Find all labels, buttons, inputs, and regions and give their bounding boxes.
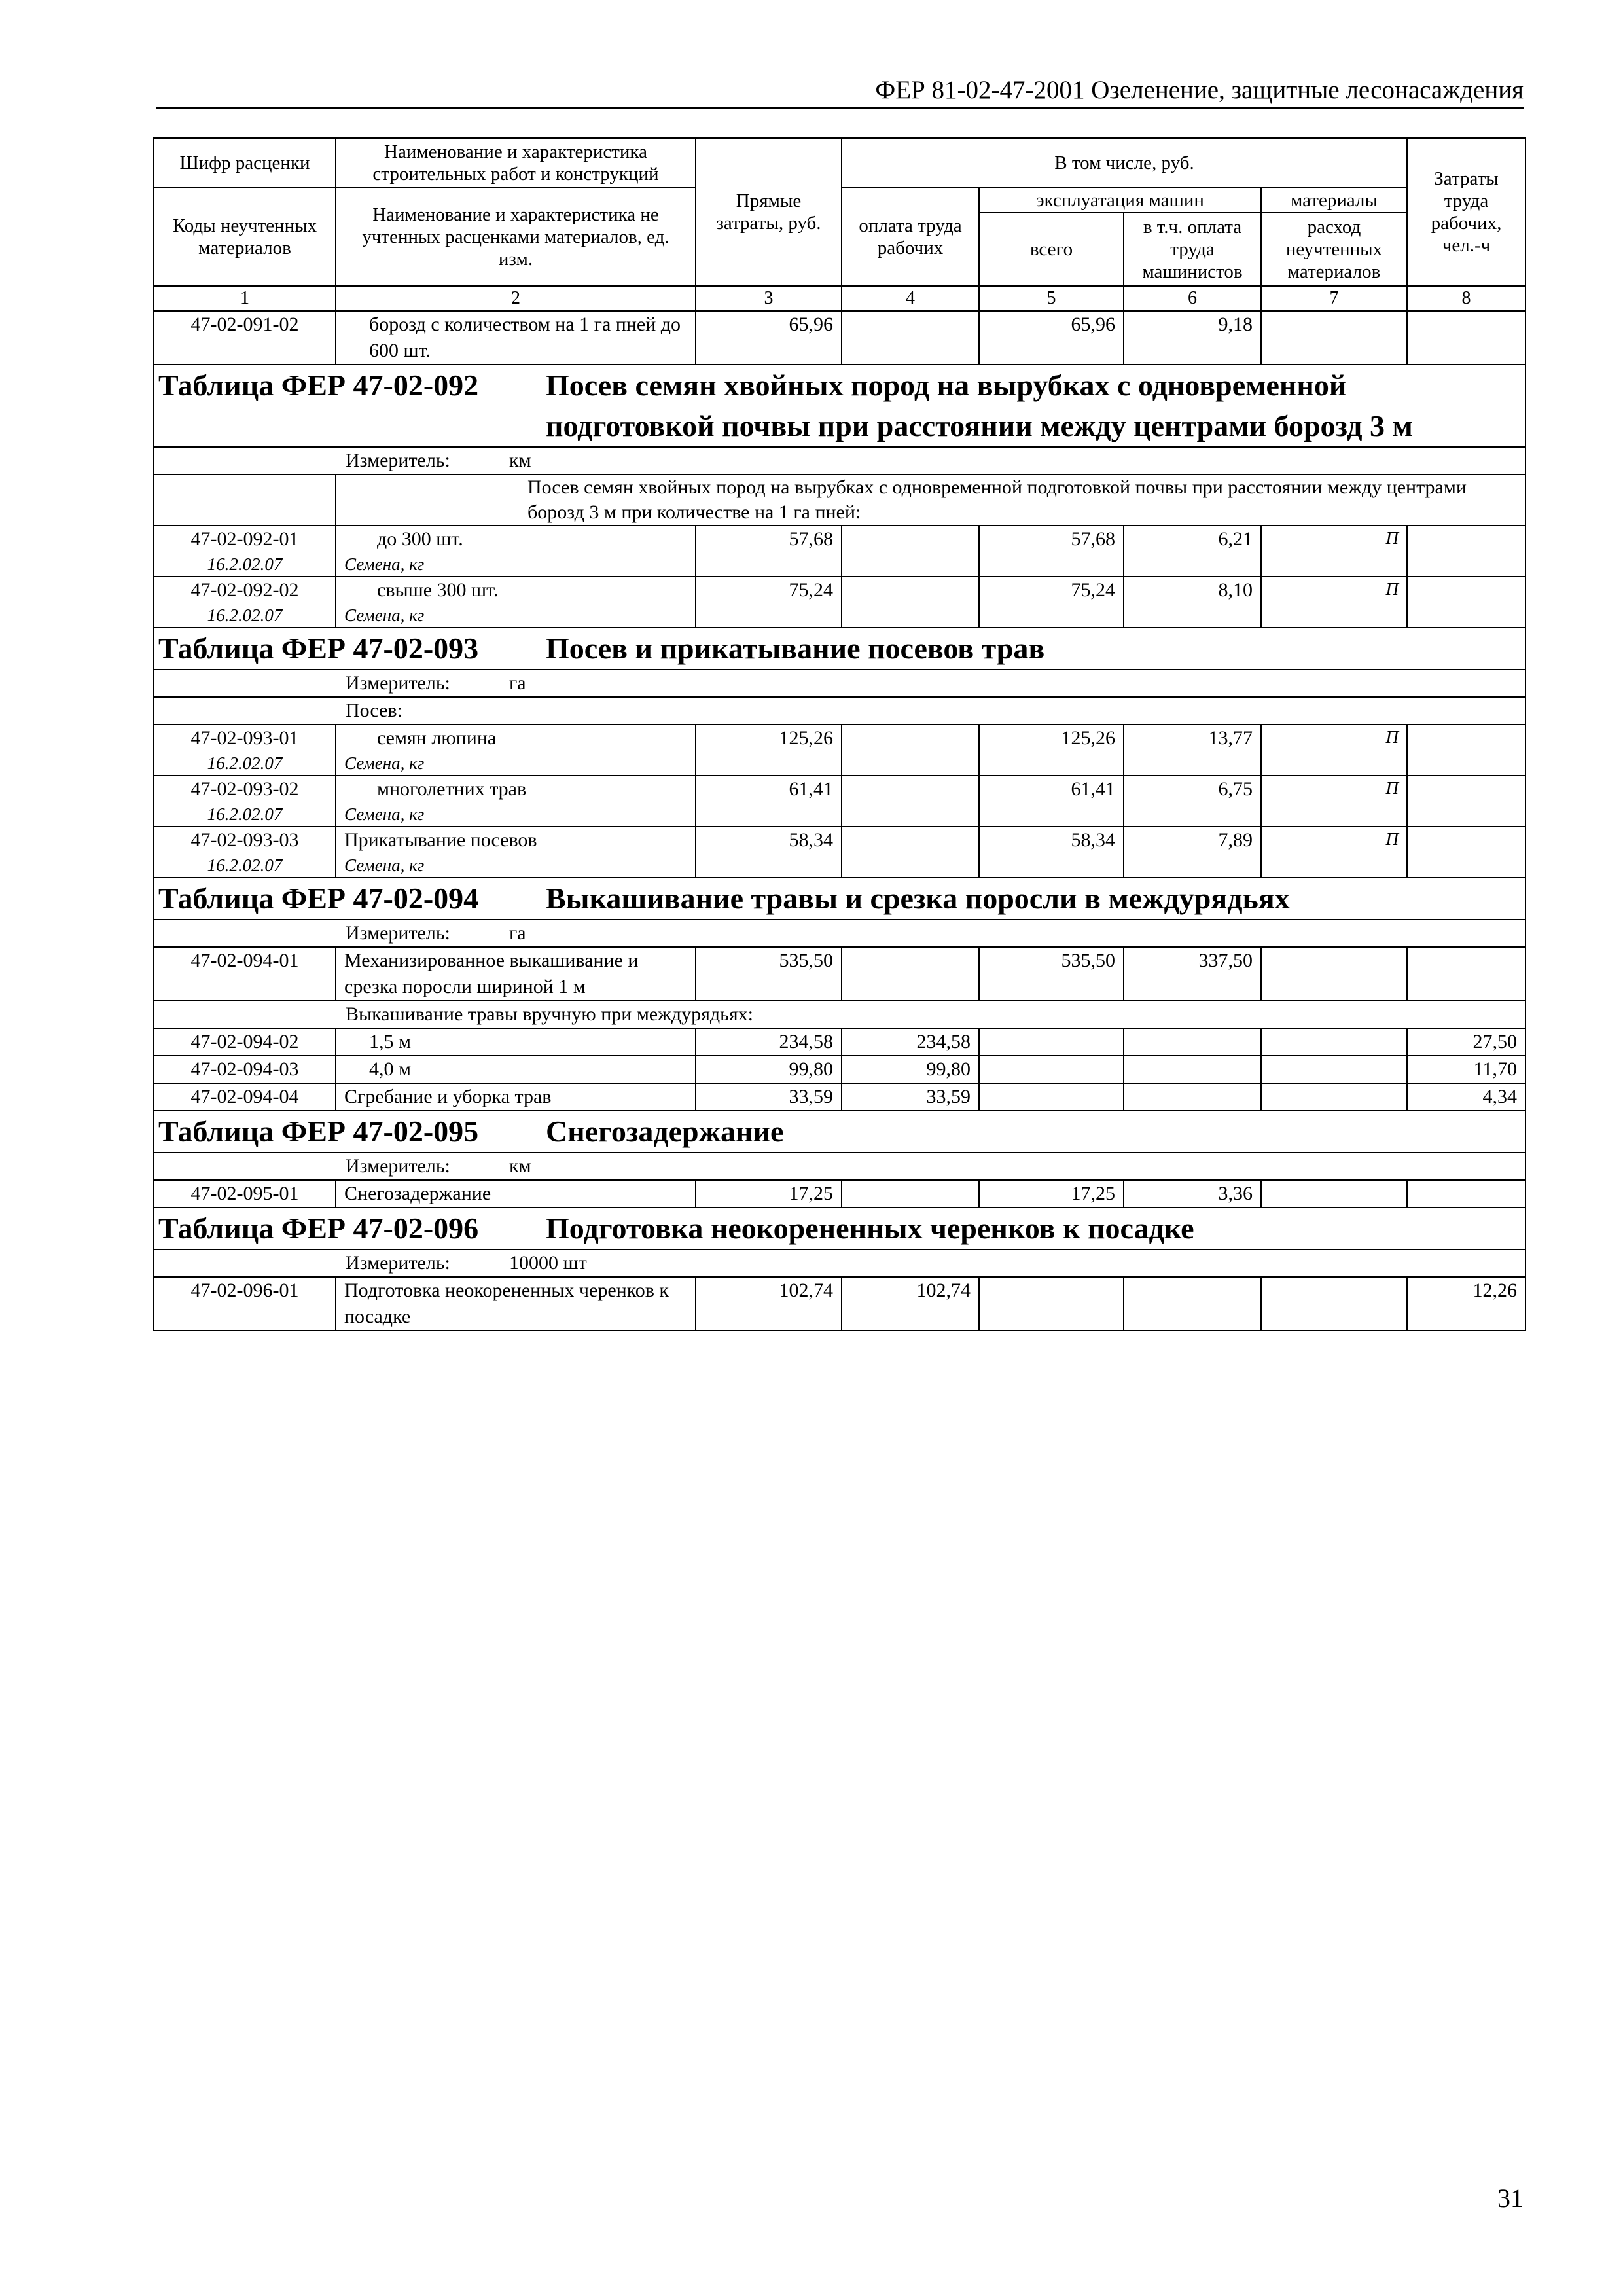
material-name: Семена, кг xyxy=(344,753,425,773)
table-row xyxy=(154,577,1525,628)
machinists-pay xyxy=(1124,1056,1261,1083)
labor-costs: 12,26 xyxy=(1407,1277,1525,1331)
table-number: Таблица ФЕР 47-02-095 xyxy=(158,1115,479,1148)
labor-costs xyxy=(1407,577,1525,628)
meter-unit: км xyxy=(509,450,531,471)
workers-pay xyxy=(842,947,979,1001)
meter-label: Измеритель: xyxy=(346,1155,450,1177)
rate-code: 47-02-094-03 xyxy=(154,1056,336,1083)
workers-pay xyxy=(842,827,979,878)
machinists-pay: 8,10 xyxy=(1124,577,1261,628)
work-name: 4,0 м xyxy=(336,1056,696,1083)
header-unaccounted-names: Наименование и характеристика не учтенных расценками материалов, ед. изм. xyxy=(336,188,696,286)
table-number: Таблица ФЕР 47-02-093 xyxy=(158,632,479,665)
machines-total: 535,50 xyxy=(979,947,1124,1001)
machines-total: 125,26 xyxy=(979,725,1124,776)
material-name: Семена, кг xyxy=(344,554,425,574)
column-number: 4 xyxy=(842,286,979,311)
work-name: Прикатывание посевов xyxy=(344,829,537,851)
direct-costs: 65,96 xyxy=(696,311,842,365)
meter-row xyxy=(154,670,1525,697)
labor-costs xyxy=(1407,311,1525,365)
machinists-pay: 6,21 xyxy=(1124,526,1261,577)
workers-pay: 99,80 xyxy=(842,1056,979,1083)
meter-unit: га xyxy=(509,672,526,694)
direct-costs: 17,25 xyxy=(696,1180,842,1208)
workers-pay xyxy=(842,776,979,827)
labor-costs xyxy=(1407,947,1525,1001)
machinists-pay: 6,75 xyxy=(1124,776,1261,827)
material-code: 16.2.02.07 xyxy=(207,605,283,625)
material-consumption xyxy=(1261,1277,1407,1331)
material-name: Семена, кг xyxy=(344,605,425,625)
material-name: Семена, кг xyxy=(344,804,425,824)
work-name: свыше 300 шт. xyxy=(377,579,499,601)
table-title-row xyxy=(154,1111,1525,1153)
table-title: Выкашивание травы и срезка поросли в междурядьях xyxy=(546,882,1290,915)
material-consumption xyxy=(1261,1083,1407,1111)
document-header: ФЕР 81-02-47-2001 Озеленение, защитные лесонасаждения xyxy=(156,73,1524,109)
labor-costs xyxy=(1407,827,1525,878)
rate-code: 47-02-093-02 xyxy=(190,778,299,800)
machinists-pay: 3,36 xyxy=(1124,1180,1261,1208)
meter-unit: га xyxy=(509,922,526,944)
work-name: до 300 шт. xyxy=(377,528,463,550)
rate-code: 47-02-093-01 xyxy=(190,727,299,749)
group-row xyxy=(154,697,1525,725)
table-title: Подготовка неокорененных черенков к посадке xyxy=(546,1211,1194,1245)
header-labor-costs: Затраты труда рабочих, чел.-ч xyxy=(1407,138,1525,286)
header-workers-pay: оплата труда рабочих xyxy=(842,188,979,286)
meter-label: Измеритель: xyxy=(346,1252,450,1274)
table-row xyxy=(154,1056,1525,1083)
meter-row xyxy=(154,447,1525,475)
table-row xyxy=(154,776,1525,827)
material-consumption xyxy=(1261,1056,1407,1083)
workers-pay: 102,74 xyxy=(842,1277,979,1331)
table-row xyxy=(154,1083,1525,1111)
direct-costs: 102,74 xyxy=(696,1277,842,1331)
table-row xyxy=(154,1277,1525,1331)
table-row xyxy=(154,311,1525,365)
machines-total: 17,25 xyxy=(979,1180,1124,1208)
work-name: Сгребание и уборка трав xyxy=(336,1083,696,1111)
table-title-row xyxy=(154,1208,1525,1249)
direct-costs: 75,24 xyxy=(696,577,842,628)
rate-code: 47-02-091-02 xyxy=(154,311,336,365)
direct-costs: 125,26 xyxy=(696,725,842,776)
group-label: Посев: xyxy=(346,700,402,721)
column-number: 2 xyxy=(336,286,696,311)
column-numbers-row xyxy=(154,286,1525,311)
direct-costs: 33,59 xyxy=(696,1083,842,1111)
material-consumption xyxy=(1261,311,1407,365)
table-title: Посев семян хвойных пород на вырубках с одновременной подготовкой почвы при расстоянии между центрами борозд 3 м xyxy=(546,368,1413,442)
rates-table xyxy=(153,137,1526,1331)
table-row xyxy=(154,725,1525,776)
rate-code: 47-02-094-04 xyxy=(154,1083,336,1111)
work-name: многолетних трав xyxy=(377,778,527,800)
workers-pay xyxy=(842,526,979,577)
rate-code: 47-02-094-01 xyxy=(154,947,336,1001)
column-number: 6 xyxy=(1124,286,1261,311)
machinists-pay xyxy=(1124,1277,1261,1331)
labor-costs: 11,70 xyxy=(1407,1056,1525,1083)
rate-code: 47-02-092-02 xyxy=(190,579,299,601)
header-material-consumption: расход неучтенных материалов xyxy=(1261,213,1407,286)
table-row xyxy=(154,947,1525,1001)
machines-total xyxy=(979,1056,1124,1083)
material-code: 16.2.02.07 xyxy=(207,753,283,773)
work-name: Подготовка неокорененных черенков к посадке xyxy=(336,1277,696,1331)
header-including: В том числе, руб. xyxy=(842,138,1407,188)
rate-code: 47-02-095-01 xyxy=(154,1180,336,1208)
table-number: Таблица ФЕР 47-02-094 xyxy=(158,882,479,915)
machines-total xyxy=(979,1277,1124,1331)
material-code: 16.2.02.07 xyxy=(207,855,283,875)
header-code: Шифр расценки xyxy=(154,138,336,188)
table-title-row xyxy=(154,878,1525,920)
meter-unit: км xyxy=(509,1155,531,1177)
table-title-row xyxy=(154,628,1525,670)
machinists-pay: 7,89 xyxy=(1124,827,1261,878)
table-row xyxy=(154,827,1525,878)
material-consumption xyxy=(1261,1180,1407,1208)
table-title: Посев и прикатывание посевов трав xyxy=(546,632,1045,665)
table-row xyxy=(154,1028,1525,1056)
header-machines: эксплуатация машин xyxy=(979,188,1261,213)
rate-code: 47-02-093-03 xyxy=(190,829,299,851)
work-name: борозд с количеством на 1 га пней до 600 шт. xyxy=(336,311,696,365)
header-name: Наименование и характеристика строительных работ и конструкций xyxy=(336,138,696,188)
meter-unit: 10000 шт xyxy=(509,1252,587,1274)
table-row xyxy=(154,526,1525,577)
workers-pay xyxy=(842,725,979,776)
header-direct-costs: Прямые затраты, руб. xyxy=(696,138,842,286)
table-header-row xyxy=(154,138,1525,188)
group-row xyxy=(154,475,1525,526)
meter-row xyxy=(154,1153,1525,1180)
machines-total: 75,24 xyxy=(979,577,1124,628)
table-number: Таблица ФЕР 47-02-092 xyxy=(158,368,479,402)
work-name: 1,5 м xyxy=(336,1028,696,1056)
material-code: 16.2.02.07 xyxy=(207,804,283,824)
page-number: 31 xyxy=(1497,2183,1524,2213)
direct-costs: 99,80 xyxy=(696,1056,842,1083)
header-unaccounted-codes: Коды неучтенных материалов xyxy=(154,188,336,286)
workers-pay xyxy=(842,577,979,628)
column-number: 1 xyxy=(154,286,336,311)
workers-pay xyxy=(842,311,979,365)
table-number: Таблица ФЕР 47-02-096 xyxy=(158,1211,479,1245)
column-number: 5 xyxy=(979,286,1124,311)
material-consumption: П xyxy=(1261,776,1407,827)
material-consumption: П xyxy=(1261,526,1407,577)
machines-total: 65,96 xyxy=(979,311,1124,365)
labor-costs xyxy=(1407,1180,1525,1208)
material-consumption: П xyxy=(1261,577,1407,628)
meter-row xyxy=(154,920,1525,947)
header-machinists-pay: в т.ч. оплата труда машинистов xyxy=(1124,213,1261,286)
direct-costs: 535,50 xyxy=(696,947,842,1001)
machinists-pay xyxy=(1124,1028,1261,1056)
workers-pay: 234,58 xyxy=(842,1028,979,1056)
material-consumption xyxy=(1261,947,1407,1001)
work-name: Механизированное выкашивание и срезка поросли шириной 1 м xyxy=(336,947,696,1001)
direct-costs: 234,58 xyxy=(696,1028,842,1056)
machines-total: 57,68 xyxy=(979,526,1124,577)
machines-total: 61,41 xyxy=(979,776,1124,827)
meter-label: Измеритель: xyxy=(346,922,450,944)
workers-pay xyxy=(842,1180,979,1208)
machinists-pay: 9,18 xyxy=(1124,311,1261,365)
labor-costs: 4,34 xyxy=(1407,1083,1525,1111)
labor-costs xyxy=(1407,725,1525,776)
header-materials: материалы xyxy=(1261,188,1407,213)
material-code: 16.2.02.07 xyxy=(207,554,283,574)
header-machines-total: всего xyxy=(979,213,1124,286)
direct-costs: 58,34 xyxy=(696,827,842,878)
material-consumption: П xyxy=(1261,725,1407,776)
table-row xyxy=(154,1180,1525,1208)
column-number: 3 xyxy=(696,286,842,311)
machines-total xyxy=(979,1028,1124,1056)
group-label: Выкашивание травы вручную при междурядьях: xyxy=(346,1003,753,1025)
material-consumption: П xyxy=(1261,827,1407,878)
material-consumption xyxy=(1261,1028,1407,1056)
labor-costs: 27,50 xyxy=(1407,1028,1525,1056)
group-label: Посев семян хвойных пород на вырубках с одновременной подготовкой почвы при расстоянии между центрами борозд 3 м при количестве на 1 га пней: xyxy=(336,475,1525,526)
material-name: Семена, кг xyxy=(344,855,425,875)
rate-code: 47-02-092-01 xyxy=(190,528,299,550)
meter-label: Измеритель: xyxy=(346,450,450,471)
table-title-row xyxy=(154,365,1525,447)
direct-costs: 57,68 xyxy=(696,526,842,577)
group-row xyxy=(154,1001,1525,1028)
workers-pay: 33,59 xyxy=(842,1083,979,1111)
work-name: семян люпина xyxy=(377,727,497,749)
machines-total xyxy=(979,1083,1124,1111)
machines-total: 58,34 xyxy=(979,827,1124,878)
meter-label: Измеритель: xyxy=(346,672,450,694)
work-name: Снегозадержание xyxy=(336,1180,696,1208)
labor-costs xyxy=(1407,776,1525,827)
meter-row xyxy=(154,1249,1525,1277)
table-title: Снегозадержание xyxy=(546,1115,784,1148)
direct-costs: 61,41 xyxy=(696,776,842,827)
column-number: 8 xyxy=(1407,286,1525,311)
column-number: 7 xyxy=(1261,286,1407,311)
labor-costs xyxy=(1407,526,1525,577)
rate-code: 47-02-096-01 xyxy=(154,1277,336,1331)
machinists-pay xyxy=(1124,1083,1261,1111)
machinists-pay: 13,77 xyxy=(1124,725,1261,776)
rate-code: 47-02-094-02 xyxy=(154,1028,336,1056)
machinists-pay: 337,50 xyxy=(1124,947,1261,1001)
